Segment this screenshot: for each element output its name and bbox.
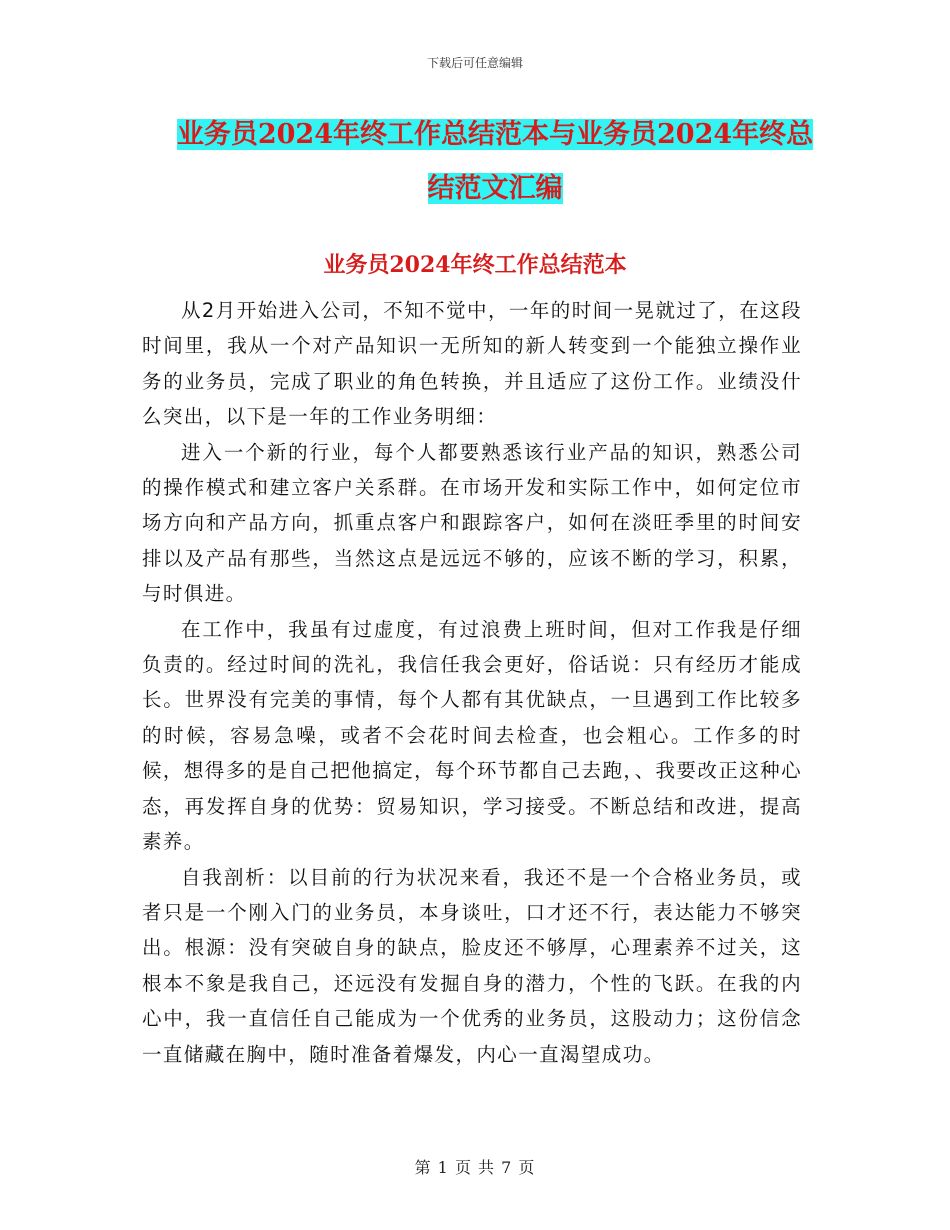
document-body	[142, 293, 802, 1072]
document-title-line-1: 业务员2024年终工作总结范本与业务员2024年终总	[176, 119, 814, 150]
page-number-footer: 第 1 页 共 7 页	[414, 1158, 536, 1177]
paragraph: 自我剖析：以目前的行为状况来看，我还不是一个合格业务员，或者只是一个刚入门的业务员，本身谈吐，口才还不行，表达能力不够突出。根源：没有突破自身的缺点，脸皮还不够厚，心理素养不过关，这根本不象是我自己，还远没有发掘自身的潜力，个性的飞跃。在我的内心中，我一直信任自己能成为一个优秀的业务员，这股动力；这份信念一直储藏在胸中，随时准备着爆发，内心一直渴望成功。	[142, 865, 802, 1066]
paragraph: 在工作中，我虽有过虚度，有过浪费上班时间，但对工作我是仔细负责的。经过时间的洗礼，我信任我会更好，俗话说：只有经历才能成长。世界没有完美的事情，每个人都有其优缺点，一旦遇到工作比较多的时候，容易急噪，或者不会花时间去检查，也会粗心。工作多的时候，想得多的是自己把他搞定，每个环节都自己去跑，、我要改正这种心态，再发挥自身的优势：贸易知识，学习接受。不断总结和改进，提高素养。	[142, 617, 802, 854]
header-note: 下载后可任意编辑	[426, 56, 523, 70]
document-title-line-2: 结范文汇编	[427, 173, 563, 204]
section-title: 业务员2024年终工作总结范本	[323, 252, 627, 278]
document-title	[150, 108, 840, 216]
paragraph: 从2月开始进入公司，不知不觉中，一年的时间一晃就过了，在这段时间里，我从一个对产品知识一无所知的新人转变到一个能独立操作业务的业务员，完成了职业的角色转换，并且适应了这份工作。业绩没什么突出，以下是一年的工作业务明细：	[142, 299, 802, 429]
paragraph: 进入一个新的行业，每个人都要熟悉该行业产品的知识，熟悉公司的操作模式和建立客户关系群。在市场开发和实际工作中，如何定位市场方向和产品方向，抓重点客户和跟踪客户，如何在淡旺季里的时间安排以及产品有那些，当然这点是远远不够的，应该不断的学习，积累，与时俱进。	[142, 440, 802, 606]
